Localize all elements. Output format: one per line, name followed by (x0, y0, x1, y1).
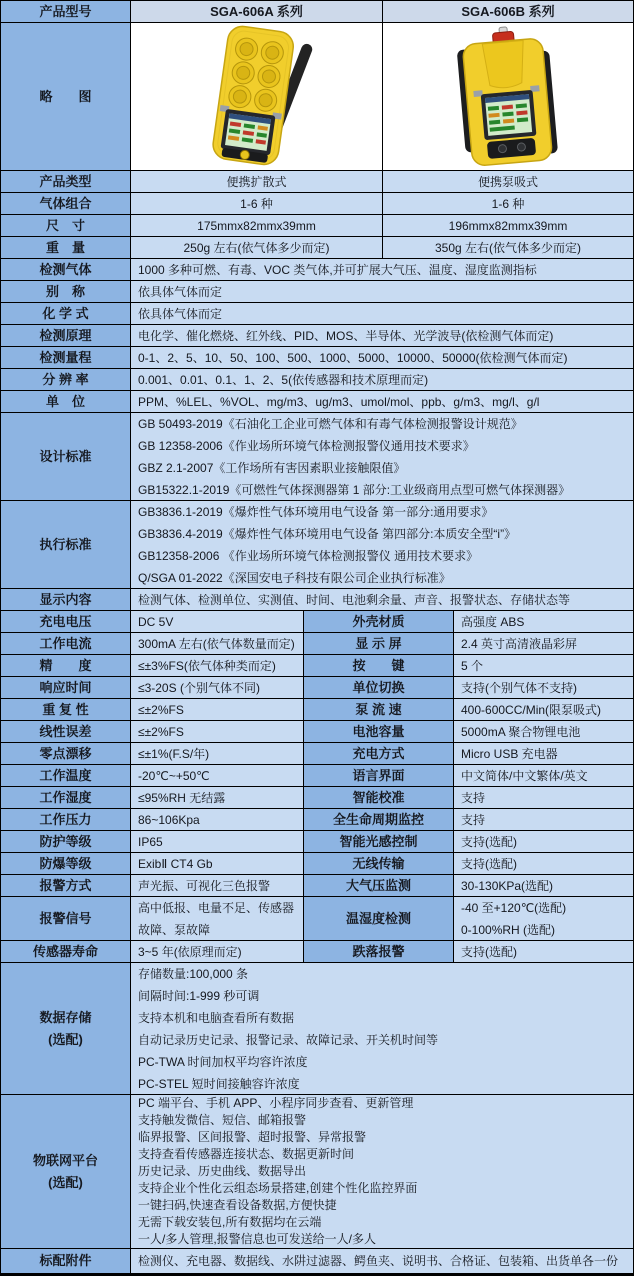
quad-label-2 (304, 897, 454, 941)
compare-value-a (131, 171, 383, 193)
quad-label-2 (304, 831, 454, 853)
quad-label-2-text: 按 键 (352, 657, 405, 673)
compare-value-b-text: 1-6 种 (491, 196, 525, 211)
spec-value-line: GB3836.1-2019《爆炸性气体环境用电气设备 第一部分:通用要求》 (138, 504, 494, 519)
spec-value (131, 347, 633, 369)
quad-label-1-text: 传感器寿命 (32, 943, 98, 959)
compare-value-a (131, 193, 383, 215)
quad-value-1-line: 声光振、可视化三色报警 (138, 878, 271, 893)
spec-label-text: 分 辨 率 (42, 371, 89, 387)
compare-row (1, 237, 633, 259)
quad-value-2-line: 5000mA 聚合物锂电池 (461, 724, 581, 739)
quad-label-2-text: 单位切换 (352, 679, 405, 695)
quad-label-2 (304, 699, 454, 721)
quad-spec-row (1, 677, 633, 699)
spec-value-line: GB3836.4-2019《爆炸性气体环境用电气设备 第四部分:本质安全型“i”》 (138, 526, 517, 541)
quad-label-1 (1, 809, 131, 831)
sketch-row (1, 23, 633, 171)
accessories-value (131, 1249, 633, 1273)
quad-value-2-line: -40 至+120℃(选配) (461, 900, 567, 915)
quad-value-2-line: 支持(个别气体不支持) (461, 680, 577, 695)
compare-label-text: 气体组合 (39, 195, 92, 211)
quad-label-2-text: 泵 流 速 (355, 701, 402, 717)
data-storage-label-line: 数据存储 (39, 1009, 92, 1025)
quad-spec-row (1, 655, 633, 677)
quad-label-2 (304, 611, 454, 633)
quad-value-2-line: Micro USB 充电器 (461, 746, 558, 761)
quad-value-1 (131, 743, 304, 765)
quad-label-2-text: 外壳材质 (352, 613, 405, 629)
quad-value-2-line: 高强度 ABS (461, 614, 525, 629)
spec-value-line: GBZ 2.1-2007《工作场所有害因素职业接触限值》 (138, 460, 406, 475)
data-storage-label-line: (选配) (48, 1031, 83, 1047)
quad-spec-row (1, 897, 633, 941)
compare-value-a-text: 便携扩散式 (226, 174, 287, 189)
data-storage-value (131, 963, 633, 1095)
spec-value (131, 369, 633, 391)
spec-value-line: 依具体气体而定 (138, 306, 223, 321)
spec-row (1, 589, 633, 611)
iot-platform-value-line: 一键扫码,快速查看设备数据,方便快捷 (138, 1198, 337, 1212)
quad-label-1 (1, 875, 131, 897)
spec-value (131, 303, 633, 325)
spec-row (1, 259, 633, 281)
accessories-label-text: 标配附件 (39, 1253, 92, 1268)
quad-value-2 (454, 655, 633, 677)
compare-value-b (383, 171, 633, 193)
spec-label (1, 501, 131, 589)
spec-value-line: PPM、%LEL、%VOL、mg/m3、ug/m3、umol/mol、ppb、g/m3、mg/l、g/l (138, 394, 540, 409)
quad-label-1 (1, 941, 131, 963)
iot-platform-value-line: 支持企业个性化云组态场景搭建,创建个性化监控界面 (138, 1181, 418, 1195)
spec-value-line: GB12358-2006 《作业场所环境气体检测报警仪 通用技术要求》 (138, 548, 479, 563)
quad-value-2 (454, 853, 633, 875)
compare-value-a-text: 1-6 种 (240, 196, 273, 211)
quad-label-2 (304, 743, 454, 765)
quad-label-1 (1, 831, 131, 853)
quad-label-1-text: 工作湿度 (39, 789, 92, 805)
product-model-label-text: 产品型号 (39, 3, 92, 19)
quad-value-1 (131, 765, 304, 787)
quad-spec-row (1, 765, 633, 787)
spec-value-line: 0.001、0.01、0.1、1、2、5(依传感器和技术原理而定) (138, 372, 429, 387)
quad-value-1 (131, 699, 304, 721)
device-a-image (131, 23, 383, 171)
quad-value-2-line: 支持 (461, 812, 486, 827)
product-model-label (1, 1, 131, 23)
iot-platform-value-line: 支持触发微信、短信、邮箱报警 (138, 1113, 307, 1127)
spec-value-line: 电化学、催化燃烧、红外线、PID、MOS、半导体、光学波导(依检测气体而定) (138, 328, 554, 343)
quad-value-1-line: 300mA 左右(依气体数量而定) (138, 636, 295, 651)
quad-label-2-text: 显 示 屏 (355, 635, 402, 651)
spec-value (131, 259, 633, 281)
quad-label-1 (1, 677, 131, 699)
compare-value-a (131, 237, 383, 259)
spec-label-text: 检测量程 (39, 349, 92, 365)
iot-platform-value-line: 无需下载安装包,所有数据均在云端 (138, 1215, 322, 1229)
quad-value-2-line: 支持 (461, 790, 486, 805)
quad-label-1-text: 零点漂移 (39, 745, 92, 761)
quad-value-2 (454, 677, 633, 699)
quad-value-2-line: 5 个 (461, 658, 484, 673)
device-b-image (383, 23, 633, 171)
quad-value-2 (454, 743, 633, 765)
spec-label (1, 259, 131, 281)
data-storage-value-line: 支持本机和电脑查看所有数据 (138, 1010, 295, 1025)
spec-value-line: 0-1、2、5、10、50、100、500、1000、5000、10000、50000(依检测气体而定) (138, 350, 568, 365)
spec-label-text: 单 位 (45, 393, 85, 409)
spec-value (131, 589, 633, 611)
spec-label-text: 设计标准 (39, 448, 92, 464)
quad-label-1-text: 线性误差 (39, 723, 92, 739)
iot-platform-row (1, 1095, 633, 1249)
quad-value-2-line: 400-600CC/Min(限泵吸式) (461, 702, 602, 717)
quad-value-2 (454, 831, 633, 853)
quad-value-1 (131, 787, 304, 809)
accessories-row (1, 1249, 633, 1273)
spec-value-line: Q/SGA 01-2022《深国安电子科技有限公司企业执行标准》 (138, 570, 451, 585)
spec-row (1, 369, 633, 391)
iot-platform-value-line: 一人/多人管理,报警信息也可发送给一人/多人 (138, 1232, 377, 1246)
accessories-label (1, 1249, 131, 1273)
iot-platform-label (1, 1095, 131, 1249)
compare-value-b (383, 237, 633, 259)
quad-value-1-line: ≤±3%FS(依气体种类而定) (138, 658, 276, 673)
quad-value-1-line: ≤±1%(F.S/年) (138, 746, 210, 761)
quad-label-1 (1, 853, 131, 875)
spec-label-text: 化 学 式 (42, 305, 89, 321)
compare-label (1, 171, 131, 193)
spec-label-text: 检测原理 (39, 327, 92, 343)
quad-label-2 (304, 633, 454, 655)
quad-value-1-line: DC 5V (138, 614, 174, 629)
spec-row (1, 281, 633, 303)
data-storage-value-line: PC-STEL 短时间接触容许浓度 (138, 1076, 300, 1091)
quad-spec-row (1, 831, 633, 853)
quad-value-1-line: ≤±2%FS (138, 724, 184, 739)
quad-label-2 (304, 787, 454, 809)
quad-label-1-text: 报警方式 (39, 877, 92, 893)
data-storage-value-line: 间隔时间:1-999 秒可调 (138, 988, 260, 1003)
sketch-label-text: 略 图 (39, 88, 92, 104)
quad-value-1 (131, 831, 304, 853)
quad-label-1-text: 充电电压 (39, 613, 92, 629)
compare-label-text: 重 量 (45, 239, 85, 255)
quad-label-2 (304, 677, 454, 699)
quad-label-2 (304, 941, 454, 963)
iot-platform-value-line: 临界报警、区间报警、超时报警、异常报警 (138, 1130, 367, 1144)
quad-value-1-line: 故障、泵故障 (138, 922, 211, 937)
compare-row (1, 171, 633, 193)
quad-value-1 (131, 809, 304, 831)
quad-value-1 (131, 875, 304, 897)
quad-label-2-text: 跌落报警 (352, 943, 405, 959)
quad-label-1 (1, 721, 131, 743)
compare-value-b (383, 215, 633, 237)
compare-value-b-text: 350g 左右(依气体多少而定) (434, 240, 582, 255)
quad-value-1 (131, 721, 304, 743)
spec-value-line: 检测气体、检测单位、实测值、时间、电池剩余量、声音、报警状态、存储状态等 (138, 592, 571, 607)
spec-label-text: 显示内容 (39, 591, 92, 607)
compare-label (1, 193, 131, 215)
quad-spec-row (1, 941, 633, 963)
spec-value (131, 501, 633, 589)
quad-spec-row (1, 633, 633, 655)
compare-value-a-text: 175mmx82mmx39mm (197, 218, 316, 233)
quad-label-1-text: 工作电流 (39, 635, 92, 651)
spec-row (1, 325, 633, 347)
compare-label-text: 尺 寸 (45, 217, 85, 233)
compare-label (1, 237, 131, 259)
spec-value-line: 1000 多种可燃、有毒、VOC 类气体,并可扩展大气压、温度、湿度监测指标 (138, 262, 537, 277)
quad-label-2 (304, 721, 454, 743)
gas-detector-diffusion-illustration (132, 24, 382, 170)
quad-value-1-line: ≤95%RH 无结露 (138, 790, 226, 805)
spec-value (131, 391, 633, 413)
data-storage-value-line: 存储数量:100,000 条 (138, 966, 249, 981)
spec-label (1, 347, 131, 369)
data-storage-row (1, 963, 633, 1095)
spec-label (1, 391, 131, 413)
quad-value-2-line: 支持(选配) (461, 856, 517, 871)
quad-value-1 (131, 677, 304, 699)
quad-label-2 (304, 809, 454, 831)
spec-label (1, 325, 131, 347)
quad-label-2 (304, 655, 454, 677)
quad-value-1-line: -20℃~+50℃ (138, 768, 210, 783)
spec-row (1, 501, 633, 589)
quad-value-2-line: 30-130KPa(选配) (461, 878, 554, 893)
spec-row (1, 303, 633, 325)
iot-platform-value (131, 1095, 633, 1249)
quad-value-2-line: 中文简体/中文繁体/英文 (461, 768, 588, 783)
quad-label-2-text: 充电方式 (352, 745, 405, 761)
quad-value-2 (454, 611, 633, 633)
spec-value-line: GB15322.1-2019《可燃性气体探测器第 1 部分:工业级商用点型可燃气体探测器》 (138, 482, 571, 497)
compare-row (1, 215, 633, 237)
compare-label (1, 215, 131, 237)
spec-value-line: GB 50493-2019《石油化工企业可燃气体和有毒气体检测报警设计规范》 (138, 416, 523, 431)
quad-value-1 (131, 941, 304, 963)
quad-label-1-text: 工作压力 (39, 811, 92, 827)
compare-value-b-text: 便携泵吸式 (477, 174, 538, 189)
quad-value-2 (454, 699, 633, 721)
data-storage-value-line: PC-TWA 时间加权平均容许浓度 (138, 1054, 308, 1069)
quad-value-2-line: 0-100%RH (选配) (461, 922, 556, 937)
series-b-header-text: SGA-606B 系列 (461, 3, 555, 19)
spec-value (131, 413, 633, 501)
quad-label-2-text: 大气压监测 (345, 877, 411, 893)
quad-label-1 (1, 897, 131, 941)
spec-value-line: 依具体气体而定 (138, 284, 223, 299)
quad-spec-row (1, 743, 633, 765)
quad-value-2 (454, 633, 633, 655)
compare-value-a (131, 215, 383, 237)
quad-spec-row (1, 699, 633, 721)
quad-spec-row (1, 809, 633, 831)
quad-value-1-line: ≤±2%FS (138, 702, 184, 717)
accessories-value-text: 检测仪、充电器、数据线、水阱过滤器、鳄鱼夹、说明书、合格证、包装箱、出货单各一份 (138, 1254, 619, 1268)
quad-value-2 (454, 721, 633, 743)
spec-label (1, 589, 131, 611)
quad-value-1-line: ≤3-20S (个别气体不同) (138, 680, 260, 695)
data-storage-value-line: 自动记录历史记录、报警记录、故障记录、开关机时间等 (138, 1032, 439, 1047)
quad-spec-row (1, 611, 633, 633)
quad-value-2 (454, 787, 633, 809)
quad-label-2-text: 电池容量 (352, 723, 405, 739)
quad-value-1 (131, 897, 304, 941)
quad-value-2 (454, 941, 633, 963)
iot-platform-value-line: 支持查看传感器连接状态、数据更新时间 (138, 1147, 355, 1161)
quad-value-1-line: IP65 (138, 834, 163, 849)
spec-label-text: 执行标准 (39, 536, 92, 552)
quad-label-1-text: 工作温度 (39, 767, 92, 783)
quad-label-2 (304, 875, 454, 897)
quad-label-1 (1, 611, 131, 633)
spec-row (1, 391, 633, 413)
compare-value-a-text: 250g 左右(依气体多少而定) (183, 240, 330, 255)
header-row (1, 1, 633, 23)
quad-label-1-text: 响应时间 (39, 679, 92, 695)
gas-detector-pump-illustration (383, 24, 633, 170)
spec-label (1, 413, 131, 501)
quad-value-2-line: 2.4 英寸高清液晶彩屏 (461, 636, 578, 651)
compare-value-b (383, 193, 633, 215)
quad-label-1-text: 报警信号 (39, 910, 92, 926)
quad-label-1 (1, 743, 131, 765)
quad-label-2-text: 温湿度检测 (345, 910, 411, 926)
series-b-header (383, 1, 633, 23)
spec-label (1, 281, 131, 303)
quad-spec-row (1, 875, 633, 897)
quad-value-2 (454, 875, 633, 897)
iot-platform-value-line: PC 端平台、手机 APP、小程序同步查看、更新管理 (138, 1096, 414, 1110)
quad-label-1-text: 防爆等级 (39, 855, 92, 871)
quad-label-1-text: 精 度 (39, 657, 92, 673)
spec-label-text: 别 称 (45, 283, 85, 299)
quad-value-1-line: 高中低报、电量不足、传感器 (138, 900, 295, 915)
spec-value-line: GB 12358-2006《作业场所环境气体检测报警仪通用技术要求》 (138, 438, 475, 453)
spec-label (1, 303, 131, 325)
quad-value-1 (131, 611, 304, 633)
quad-spec-row (1, 853, 633, 875)
series-a-header (131, 1, 383, 23)
quad-label-2 (304, 853, 454, 875)
quad-label-2-text: 全生命周期监控 (332, 811, 424, 827)
quad-label-1-text: 防护等级 (39, 833, 92, 849)
quad-value-2-line: 支持(选配) (461, 944, 517, 959)
quad-label-2-text: 语言界面 (352, 767, 405, 783)
quad-label-1 (1, 633, 131, 655)
series-a-header-text: SGA-606A 系列 (210, 3, 303, 19)
quad-label-1 (1, 655, 131, 677)
quad-label-2 (304, 765, 454, 787)
spec-row (1, 347, 633, 369)
quad-value-2 (454, 765, 633, 787)
quad-label-2-text: 无线传输 (352, 855, 405, 871)
quad-label-1-text: 重 复 性 (42, 701, 89, 717)
spec-value (131, 325, 633, 347)
spec-label (1, 369, 131, 391)
quad-label-2-text: 智能校准 (352, 789, 405, 805)
compare-row (1, 193, 633, 215)
quad-value-1-line: ExibⅡ CT4 Gb (138, 856, 213, 871)
quad-value-1 (131, 655, 304, 677)
quad-value-2 (454, 897, 633, 941)
quad-spec-row (1, 787, 633, 809)
iot-platform-label-line: (选配) (48, 1174, 83, 1190)
quad-spec-row (1, 721, 633, 743)
quad-value-2-line: 支持(选配) (461, 834, 517, 849)
compare-value-b-text: 196mmx82mmx39mm (448, 218, 568, 233)
quad-value-1-line: 3~5 年(依原理而定) (138, 944, 242, 959)
quad-value-1 (131, 633, 304, 655)
data-storage-label (1, 963, 131, 1095)
power-button-icon (498, 144, 507, 153)
iot-platform-label-line: 物联网平台 (32, 1152, 98, 1168)
quad-label-2-text: 智能光感控制 (339, 833, 418, 849)
compare-label-text: 产品类型 (39, 173, 92, 189)
iot-platform-value-line: 历史记录、历史曲线、数据导出 (138, 1164, 307, 1178)
quad-label-1 (1, 765, 131, 787)
spec-row (1, 413, 633, 501)
quad-label-1 (1, 699, 131, 721)
spec-value (131, 281, 633, 303)
spec-label-text: 检测气体 (39, 261, 92, 277)
quad-label-1 (1, 787, 131, 809)
sketch-label (1, 23, 131, 171)
quad-value-1-line: 86~106Kpa (138, 812, 200, 827)
quad-value-1 (131, 853, 304, 875)
menu-button-icon (517, 142, 526, 151)
quad-value-2 (454, 809, 633, 831)
